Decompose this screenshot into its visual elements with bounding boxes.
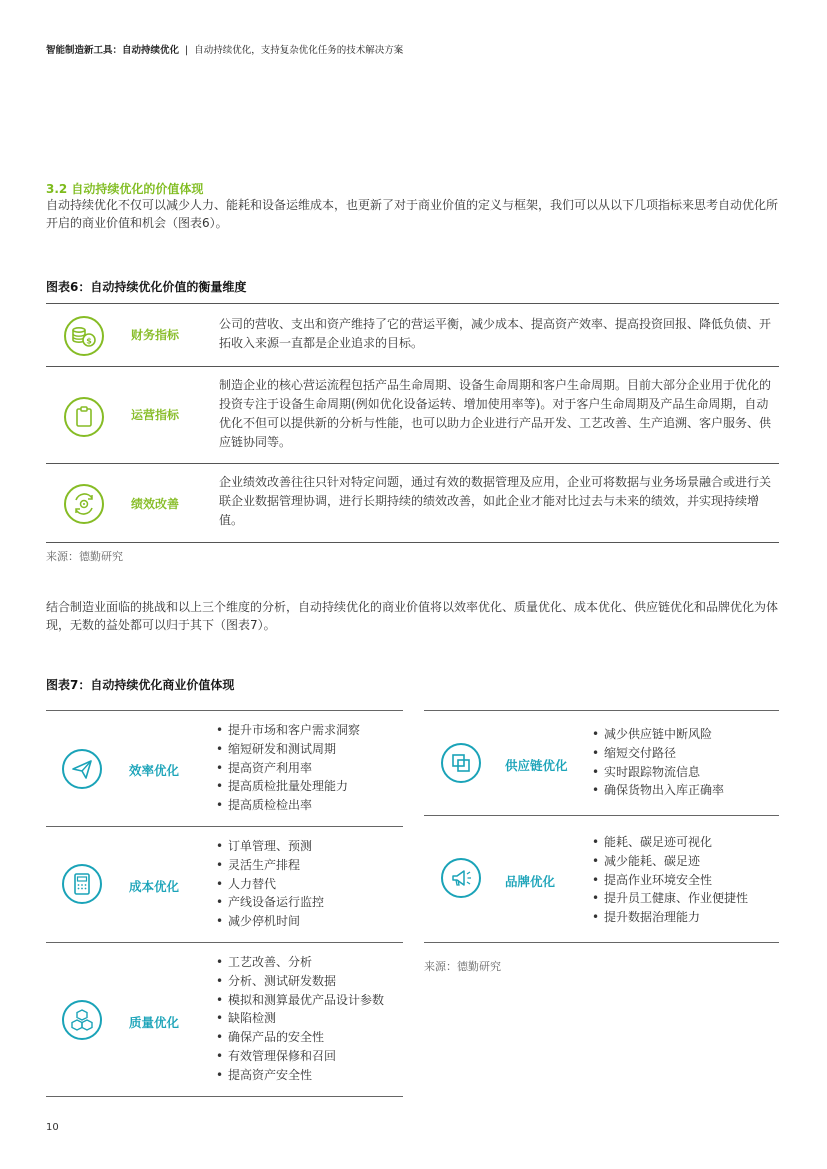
row-text: 公司的营收、支出和资产维持了它的营运平衡，减少成本、提高资产效率、提高投资回报、降低负债、开拓收入来源一直都是企业追求的目标。 [219,317,772,350]
bullet-list [216,721,360,815]
bullet-list [216,837,324,931]
figure6-source: 来源：德勤研究 [46,550,123,563]
row-text: 制造企业的核心营运流程包括产品生命周期、设备生命周期和客户生命周期。目前大部分企业用于优化的投资专注于设备生命周期(例如优化设备运转、增加使用率等)。对于客户生命周期及产品生命周期，自动优化不但可以提供新的分析与性能，也可以助力企业进行产品开发、工艺改善、生产追溯、客户服务、供应链协同等。 [219,378,772,449]
section-intro: 自动持续优化不仅可以减少人力、能耗和设备运维成本，也更新了对于商业价值的定义与框架，我们可以从以下几项指标来思考自动优化所开启的商业价值和机会（图表6）。 [46,198,779,230]
list-item: • 减少停机时间 [216,912,324,931]
card-label: 效率优化 [129,763,180,778]
figure6-title: 图表6：自动持续优化价值的衡量维度 [46,280,247,294]
megaphone-icon [441,858,481,898]
figure6-bottom-rule [46,542,779,543]
list-item: • 减少供应链中断风险 [592,725,724,744]
svg-text:$: $ [86,336,92,346]
header-separator: | [185,45,189,56]
overlapping-squares-icon [441,743,481,783]
clipboard-icon [64,397,104,437]
list-item: • 确保产品的安全性 [216,1028,384,1047]
figure7-right-top-rule [424,710,779,711]
list-item: • 确保货物出入库正确率 [592,781,724,800]
bullet-list [592,725,724,800]
list-item: • 提升数据治理能力 [592,908,748,927]
list-item: • 灵活生产排程 [216,856,324,875]
list-item: • 提高资产利用率 [216,759,360,778]
bridge-paragraph: 结合制造业面临的挑战和以上三个维度的分析，自动持续优化的商业价值将以效率优化、质量优化、成本优化、供应链优化和品牌优化为体现，无数的益处都可以归于其下（图表7）。 [46,600,779,632]
figure6-row-finance [46,303,779,366]
running-header [46,42,403,56]
list-item: • 缩短研发和测试周期 [216,740,360,759]
list-item: • 提高质检批量处理能力 [216,777,360,796]
list-item: • 有效管理保修和召回 [216,1047,384,1066]
paper-plane-icon [62,749,102,789]
list-item: • 能耗、碳足迹可视化 [592,833,748,852]
list-item: • 人力替代 [216,875,324,894]
card-divider [46,942,403,943]
card-divider [424,815,779,816]
figure6-row-operations [46,366,779,463]
list-item: • 模拟和测算最优产品设计参数 [216,991,384,1010]
figure7-source: 来源：德勤研究 [424,960,501,973]
list-item: • 缺陷检测 [216,1009,384,1028]
figure7-left-bottom-rule [46,1096,403,1097]
list-item: • 工艺改善、分析 [216,953,384,972]
card-label: 品牌优化 [505,874,556,889]
list-item: • 提高资产安全性 [216,1066,384,1085]
list-item: • 缩短交付路径 [592,744,724,763]
figure6-row-performance [46,463,779,542]
row-label: 财务指标 [131,328,180,342]
card-label: 质量优化 [129,1015,180,1030]
list-item: • 提高作业环境安全性 [592,871,748,890]
list-item: • 订单管理、预测 [216,837,324,856]
card-label: 成本优化 [129,879,180,894]
card-divider [46,826,403,827]
figure7-title: 图表7：自动持续优化商业价值体现 [46,678,235,692]
section-title: 3.2 自动持续优化的价值体现 [46,182,204,196]
list-item: • 分析、测试研发数据 [216,972,384,991]
list-item: • 减少能耗、碳足迹 [592,852,748,871]
calculator-icon [62,864,102,904]
list-item: • 提升市场和客户需求洞察 [216,721,360,740]
row-label: 绩效改善 [131,497,180,511]
figure7-left-top-rule [46,710,403,711]
target-cycle-icon [64,484,104,524]
bullet-list [592,833,748,927]
list-item: • 提高质检检出率 [216,796,360,815]
row-text: 企业绩效改善往往只针对特定问题，通过有效的数据管理及应用，企业可将数据与业务场景融合或进行关联企业数据管理协调，进行长期持续的绩效改善，如此企业才能对比过去与未来的绩效，并实现持续增值。 [219,475,772,527]
figure7-right-bottom-rule [424,942,779,943]
list-item: • 提升员工健康、作业便捷性 [592,889,748,908]
finance-coins-icon [64,316,104,356]
cubes-icon [62,1000,102,1040]
card-label: 供应链优化 [505,758,568,773]
header-title: 智能制造新工具：自动持续优化 [46,45,180,56]
page-number: 10 [46,1122,59,1133]
header-subtitle: 自动持续优化，支持复杂优化任务的技术解决方案 [194,45,404,56]
bullet-list [216,953,384,1085]
row-label: 运营指标 [131,408,180,422]
list-item: • 产线设备运行监控 [216,893,324,912]
list-item: • 实时跟踪物流信息 [592,763,724,782]
